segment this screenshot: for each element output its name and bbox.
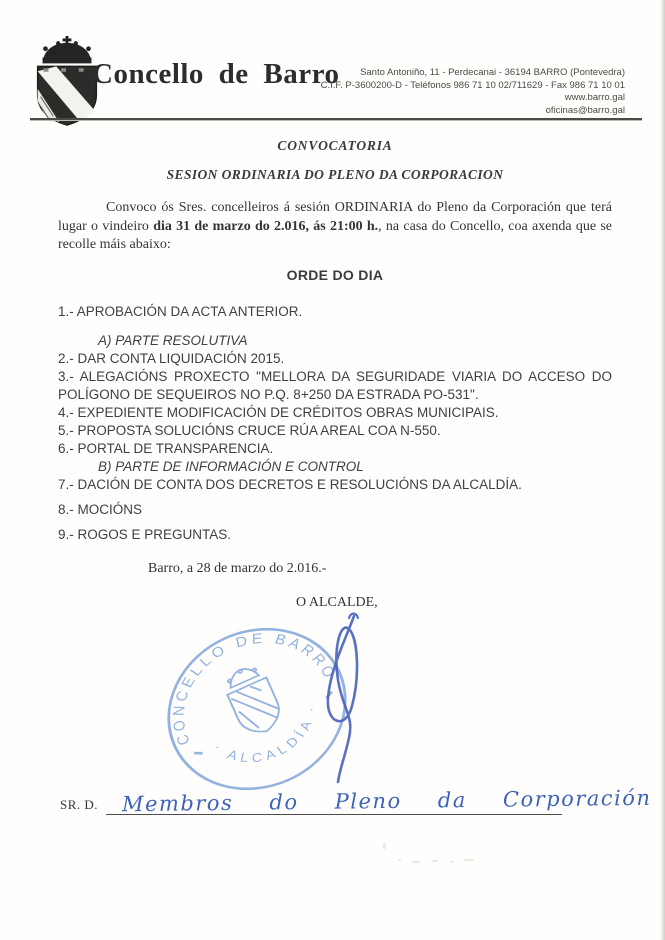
scan-artifact (398, 853, 478, 867)
agenda-item-9: 9.- ROGOS E PREGUNTAS. (58, 526, 232, 542)
addressee-label: SR. D. (60, 797, 99, 812)
contact-block (321, 67, 625, 117)
stamp-bottom-text: · ALCALDÍA · (210, 702, 320, 766)
addressee-line (106, 778, 652, 817)
email: oficinas@barro.gal (545, 104, 625, 116)
addressee-row (60, 778, 652, 817)
agenda-item-3: 3.- ALEGACIÓNS PROXECTO "MELLORA DA SEGURIDADE VIARIA DO ACCESO DO POLÍGONO DE SEQUEIROS NO P.Q. 8+250 DA ESTRADA PO-531". (58, 368, 612, 402)
agenda-item-8: 8.- MOCIÓNS (58, 501, 143, 517)
document-subtitle: SESION ORDINARIA DO PLENO DA CORPORACION (166, 167, 504, 182)
handwritten-addressee: Membros do Pleno da Corporación (121, 785, 652, 817)
document-title: CONVOCATORIA (277, 138, 393, 153)
cif-phone-line: C.I.F. P-3600200-D - Teléfonos 986 71 10 02/711629 - Fax 986 71 10 01 (320, 79, 625, 91)
agenda-item-7: 7.- DACIÓN DE CONTA DOS DECRETOS E RESOLUCIÓNS DA ALCALDÍA. (58, 476, 522, 492)
agenda-list (58, 303, 612, 544)
agenda-section-b: B) PARTE DE INFORMACIÓN E CONTROL (98, 458, 364, 474)
agenda-item-1: 1.- APROBACIÓN DA ACTA ANTERIOR. (58, 303, 303, 319)
dateline: Barro, a 28 de marzo do 2.016.- (148, 560, 327, 576)
stamp-coat-of-arms (220, 661, 286, 740)
signature-title: O ALCALDE, (296, 594, 378, 610)
document-body (58, 138, 612, 611)
agenda-item-4: 4.- EXPEDIENTE MODIFICACIÓN DE CRÉDITOS OBRAS MUNICIPAIS. (58, 404, 499, 420)
intro-date-bold: dia 31 de marzo do 2.016, ás 21:00 h. (153, 218, 379, 234)
agenda-item-2: 2.- DAR CONTA LIQUIDACIÓN 2015. (58, 350, 285, 366)
header-divider (30, 118, 642, 121)
mayor-signature (294, 608, 386, 794)
intro-paragraph (58, 199, 612, 255)
address-line: Santo Antoniño, 11 - Perdecanai - 36194 BARRO (Pontevedra) (360, 67, 625, 78)
scan-artifact-mark (383, 843, 386, 849)
intro-part1: Convoco ós Sres. concelleiros á sesión ORDINARIA do Pleno da Corporación que terá lugar o vindeiro (58, 200, 612, 234)
stamp-top-text: CONCELLO DE BARRO (169, 630, 340, 748)
agenda-section-a: A) PARTE RESOLUTIVA (98, 332, 248, 348)
agenda-title: ORDE DO DIA (286, 266, 384, 283)
website: www.barro.gal (564, 92, 625, 104)
agenda-item-5: 5.- PROPOSTA SOLUCIÓNS CRUCE RÚA AREAL COA N-550. (58, 422, 441, 438)
agenda-item-6: 6.- PORTAL DE TRANSPARENCIA. (58, 440, 274, 456)
org-name: Concello de Barro (92, 58, 340, 90)
intro-part2: , na casa do Concello, coa axenda que se recolle máis abaixo: (58, 218, 612, 252)
scan-edge-shadow (660, 0, 665, 940)
